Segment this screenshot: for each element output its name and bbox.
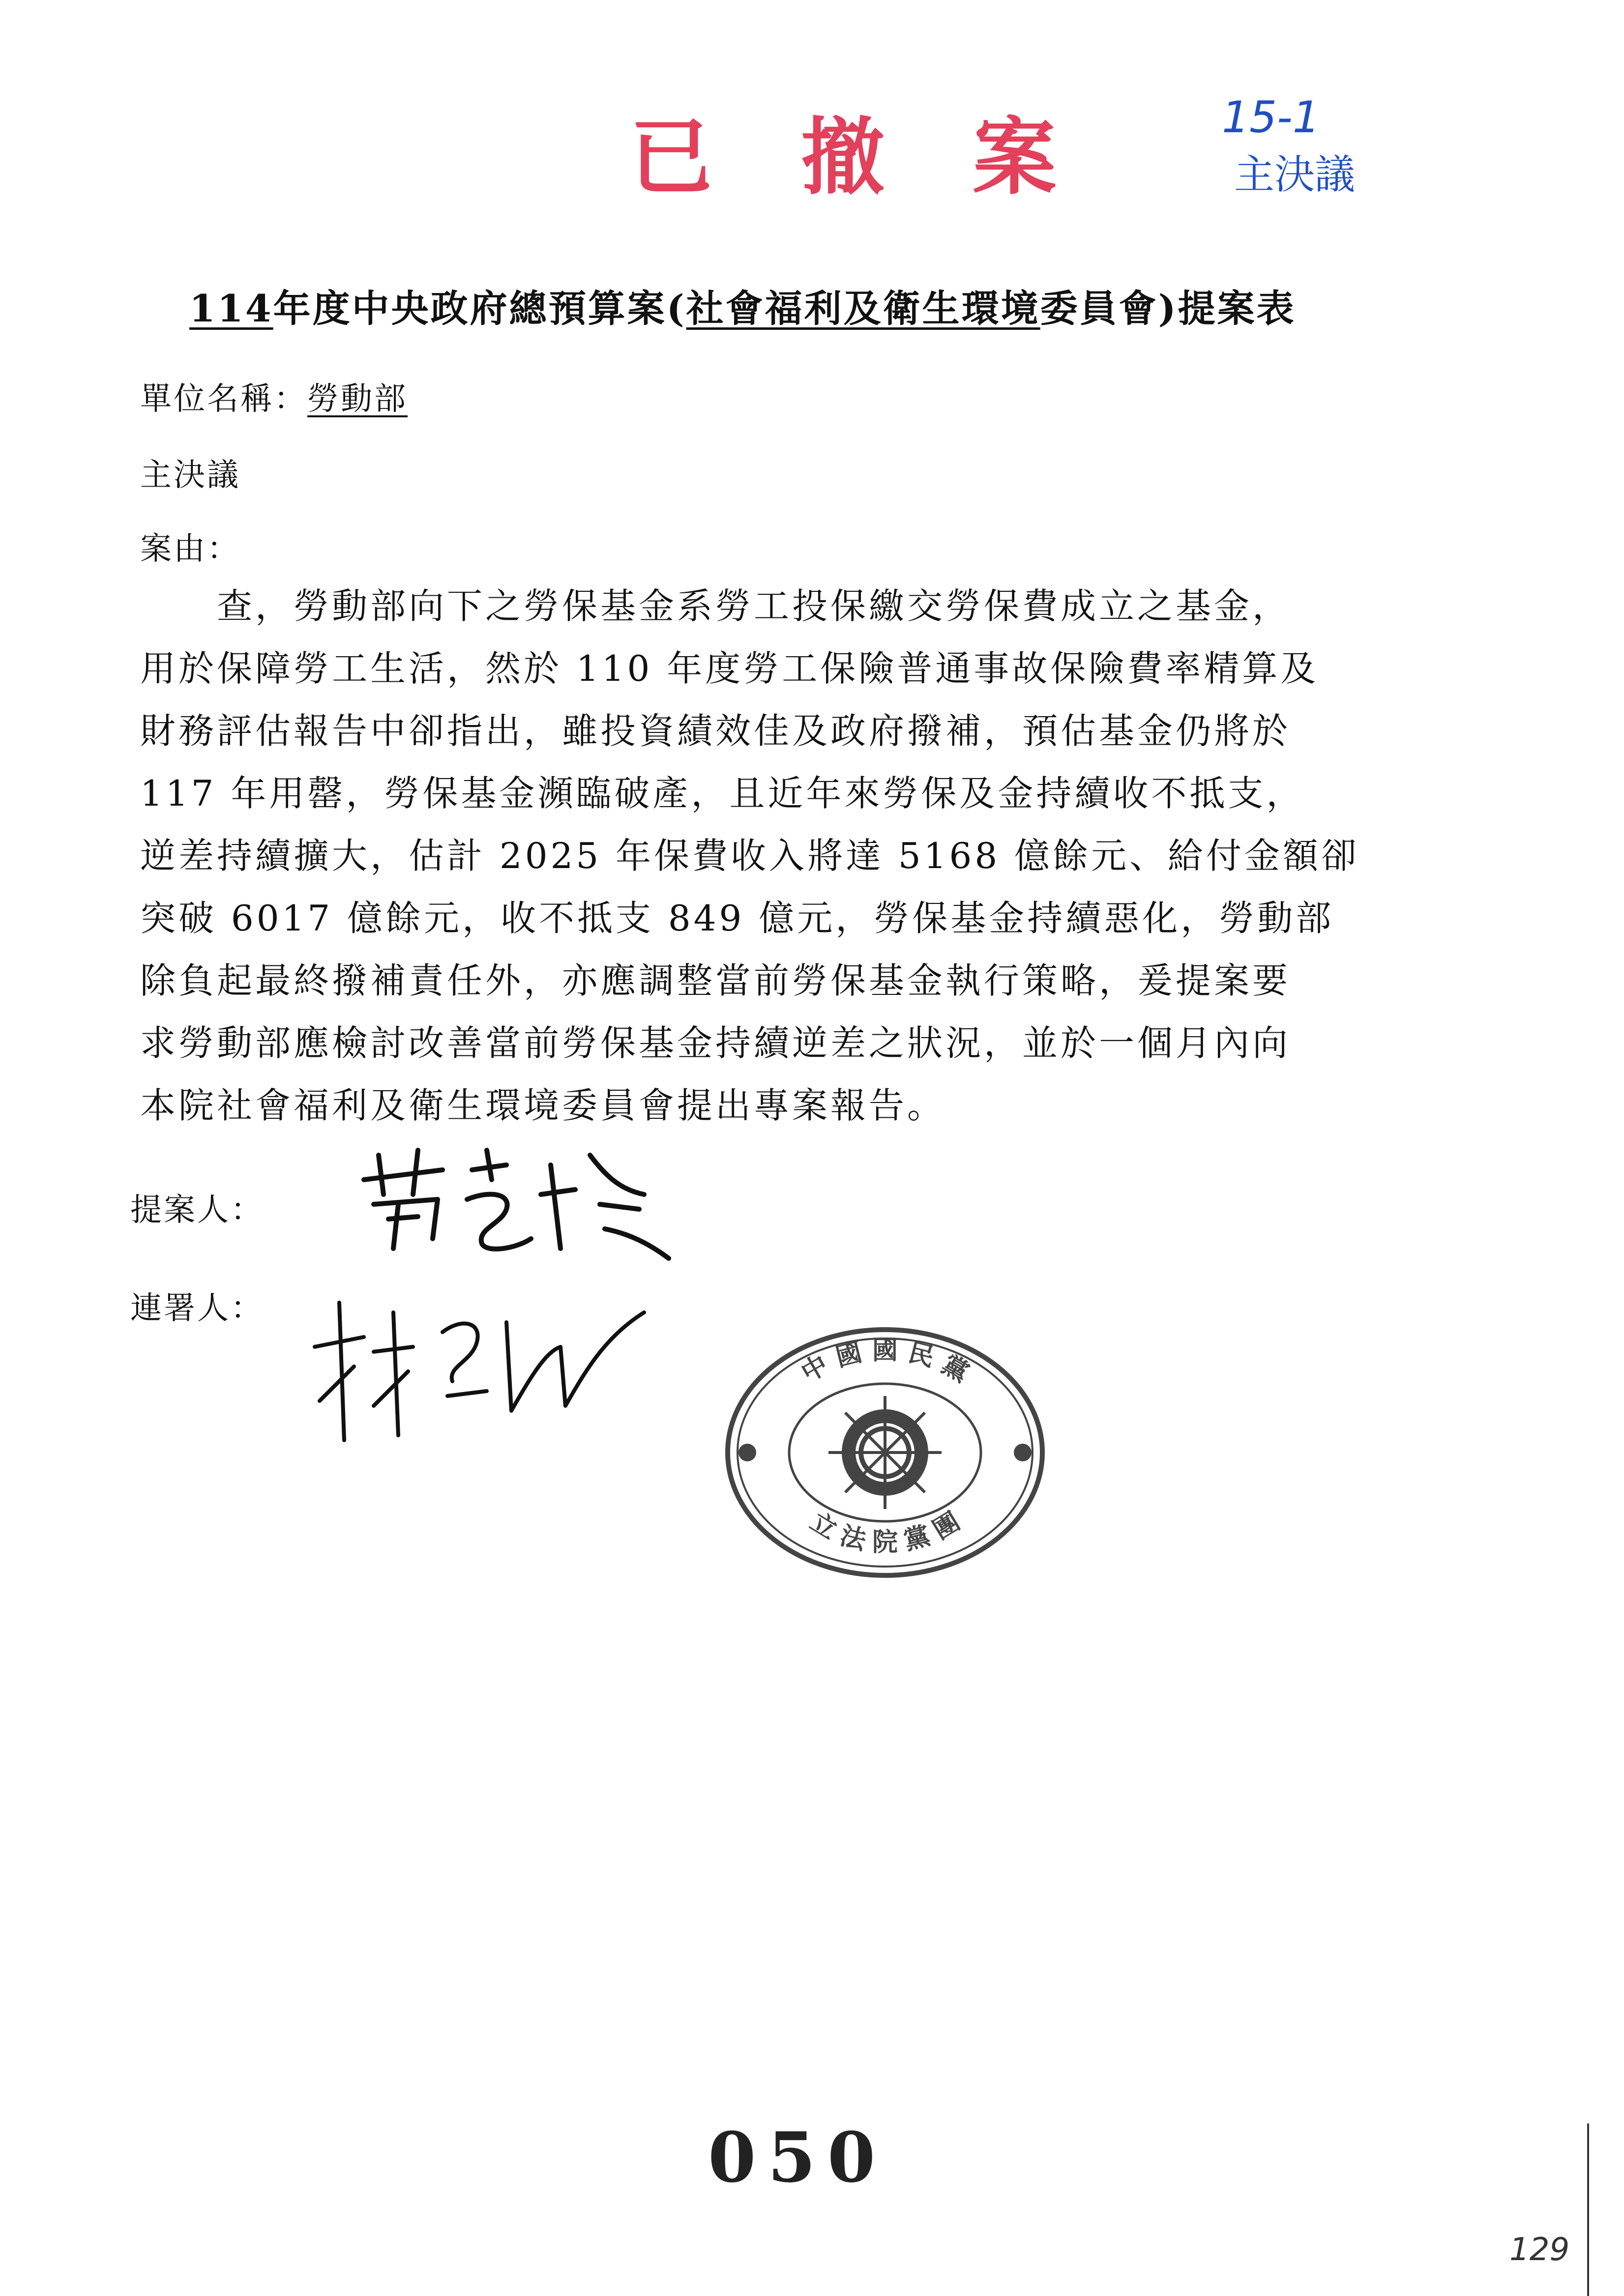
cosigner-signature — [300, 1278, 654, 1455]
body-line: 逆差持續擴大，估計 2025 年保費收入將達 5168 億餘元、給付金額卻 — [140, 835, 1360, 876]
handwritten-resolution-note: 主決議 — [1234, 151, 1356, 198]
body-line: 求勞動部應檢討改善當前勞保基金持續逆差之狀況，並於一個月內向 — [140, 1022, 1291, 1064]
margin-rule — [1587, 2123, 1589, 2296]
svg-text:中 國 國 民 黨 — [796, 1336, 974, 1388]
page-number: 050 — [708, 2118, 887, 2198]
body-line: 本院社會福利及衛生環境委員會提出專案報告。 — [140, 1085, 946, 1126]
party-caucus-seal — [720, 1322, 1050, 1583]
reason-body — [140, 575, 1458, 1137]
title-committee: 社會福利及衛生環境 — [686, 287, 1040, 330]
body-line: 117 年用罄，勞保基金瀕臨破產，且近年來勞保及金持續收不抵支， — [140, 773, 1305, 814]
body-line: 突破 6017 億餘元，收不抵支 849 億元，勞保基金持續惡化，勞動部 — [140, 898, 1334, 939]
reason-label: 案由： — [140, 531, 240, 567]
handwritten-page-note: 129 — [1509, 2232, 1570, 2268]
body-line: 除負起最終撥補責任外，亦應調整當前勞保基金執行策略，爰提案要 — [140, 960, 1291, 1001]
seal-bottom-text: 立 法 院 黨 團 — [805, 1506, 965, 1557]
svg-text:立 法 院 黨 團 — [805, 1507, 965, 1557]
withdrawn-stamp: 已 撤 案 — [629, 108, 1086, 206]
handwritten-case-number: 15-1 — [1222, 92, 1320, 143]
title-year: 114 — [189, 287, 273, 330]
proposer-label: 提案人： — [130, 1192, 264, 1228]
seal-top-text: 中 國 國 民 黨 — [796, 1336, 974, 1388]
body-line: 財務評估報告中卻指出，雖投資績效佳及政府撥補，預估基金仍將於 — [140, 710, 1291, 752]
unit-field — [140, 383, 408, 415]
form-title — [189, 287, 1296, 330]
proposer-signature — [344, 1121, 698, 1268]
body-line: 查，勞動部向下之勞保基金系勞工投保繳交勞保費成立之基金， — [140, 585, 1291, 627]
unit-label: 單位名稱： — [140, 381, 307, 417]
body-line: 用於保障勞工生活，然於 110 年度勞工保險普通事故保險費率精算及 — [140, 648, 1319, 689]
title-suffix: 委員會)提案表 — [1040, 287, 1296, 330]
unit-value: 勞動部 — [307, 381, 408, 417]
title-prefix: 年度中央政府總預算案( — [273, 287, 686, 330]
cosigner-label: 連署人： — [130, 1290, 264, 1327]
resolution-type: 主決議 — [140, 457, 240, 494]
